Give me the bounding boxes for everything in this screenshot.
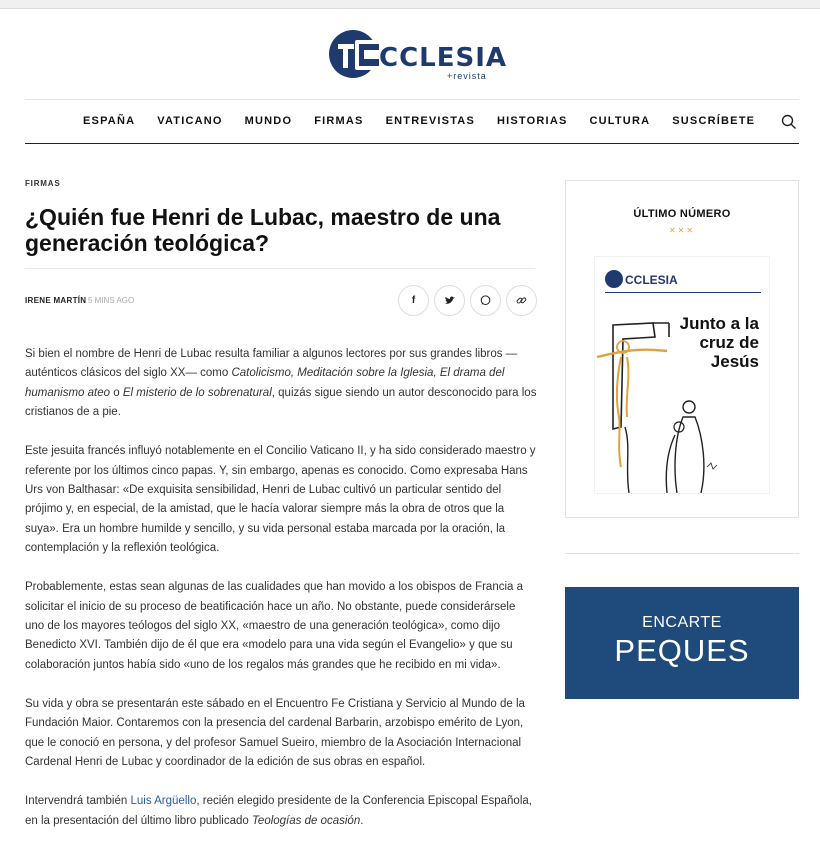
- logo-mark: [329, 30, 377, 78]
- banner-title: PEQUES: [614, 633, 750, 668]
- nav-item-entrevistas[interactable]: ENTREVISTAS: [385, 115, 475, 127]
- link-icon: [516, 295, 527, 306]
- nav-item-mundo[interactable]: MUNDO: [244, 115, 293, 127]
- twitter-share-button[interactable]: [434, 285, 465, 316]
- paragraph: Probablemente, estas sean algunas de las cualidades que han movido a los obispos de Francia a solicitar el inicio de su proceso de beatificación hace un año. No obstante, puede considerársele uno de los mayores teólogos del siglo XX, «maestro de una generación teológica», como dijo Benedicto XVI. También dijo de él que era «modelo para una vida según el Evangelio» y que su colaboración juntos había sido «uno de los regalos más grandes que he recibido en mi vida».: [25, 581, 524, 671]
- article-body: [25, 345, 537, 847]
- cover-headline: Junto a la cruz de Jesús: [679, 314, 759, 371]
- main-nav: [25, 99, 799, 144]
- logo-wordmark: CCLESIA: [379, 43, 508, 73]
- paragraph: Si bien el nombre de Henri de Lubac resulta familiar a algunos lectores por sus grandes libros — auténticos clásicos del siglo XX— como Catolicismo, Meditación sobre la Iglesia, El drama del humanismo ateo o El misterio de lo sobrenatural, quizás sigue siendo un autor desconocido para los cristianos de a pie.: [25, 348, 537, 419]
- facebook-share-button[interactable]: [398, 285, 429, 316]
- nav-item-cultura[interactable]: CULTURA: [589, 115, 651, 127]
- paragraph: Su vida y obra se presentarán este sábado en el Encuentro Fe Cristiana y Servicio al Mundo de la Fundación Maior. Contaremos con la presencia del cardenal Barbarin, arzobispo emérito de Lyon, que le conoció en persona, y del profesor Samuel Sueiro, miembro de la Asociación Internacional Cardenal Henri de Lubac y coordinador de la edición de sus obras en español.: [25, 697, 525, 769]
- nav-item-espana[interactable]: ESPAÑA: [83, 115, 136, 127]
- author-name[interactable]: IRENE MARTÍN: [25, 296, 87, 305]
- divider: [25, 268, 535, 269]
- article-category[interactable]: FIRMAS: [25, 179, 61, 188]
- paragraph: Intervendrá también Luis Argüello, recién elegido presidente de la Conferencia Episcopal Española, en la presentación del último libro publicado Teologías de ocasión.: [25, 795, 532, 827]
- banner-label: ENCARTE: [642, 614, 722, 631]
- site-logo[interactable]: [329, 30, 508, 81]
- share-buttons: [398, 285, 537, 316]
- nav-item-suscribete[interactable]: SUSCRÍBETE: [672, 115, 756, 127]
- publish-time: 5 MINS AGO: [88, 296, 135, 305]
- paragraph: Este jesuita francés influyó notablemente en el Concilio Vaticano II, y ha sido considerado maestro y referente por los últimos cinco papas. Y, sin embargo, apenas es conocido. Como expresaba Hans Urs von Balthasar: «De exquisita sensibilidad, Henri de Lubac cultivó un particular sentido del prójimo y, en especial, de la amistad, que le hacía valorar siempre más la obra de otros que la suya». Era un hombre humilde y sencillo, y su vida personal estaba marcada por la oración, la contemplación y la reflexión teológica.: [25, 445, 536, 555]
- author-link[interactable]: Luis Argüello: [130, 795, 197, 808]
- encarte-peques-banner[interactable]: [565, 587, 799, 699]
- search-icon[interactable]: [781, 114, 797, 130]
- facebook-icon: f: [411, 295, 416, 306]
- nav-item-historias[interactable]: HISTORIAS: [497, 115, 568, 127]
- copy-link-button[interactable]: [506, 285, 537, 316]
- latest-issue-widget: [565, 180, 799, 518]
- whatsapp-icon: [480, 295, 491, 306]
- magazine-cover[interactable]: [594, 256, 770, 494]
- widget-heading: ÚLTIMO NÚMERO: [633, 208, 731, 220]
- nav-item-vaticano[interactable]: VATICANO: [157, 115, 223, 127]
- browser-top-strip: [0, 0, 820, 9]
- whatsapp-share-button[interactable]: [470, 285, 501, 316]
- divider: [565, 553, 799, 554]
- logo-subtitle: +revista: [447, 71, 487, 81]
- twitter-icon: [445, 296, 455, 305]
- decorative-divider: ✕✕✕: [668, 226, 696, 235]
- article-title: ¿Quién fue Henri de Lubac, maestro de una generación teológica?: [25, 204, 501, 256]
- cover-logo: CCLESIA: [605, 270, 685, 290]
- nav-item-firmas[interactable]: FIRMAS: [314, 115, 364, 127]
